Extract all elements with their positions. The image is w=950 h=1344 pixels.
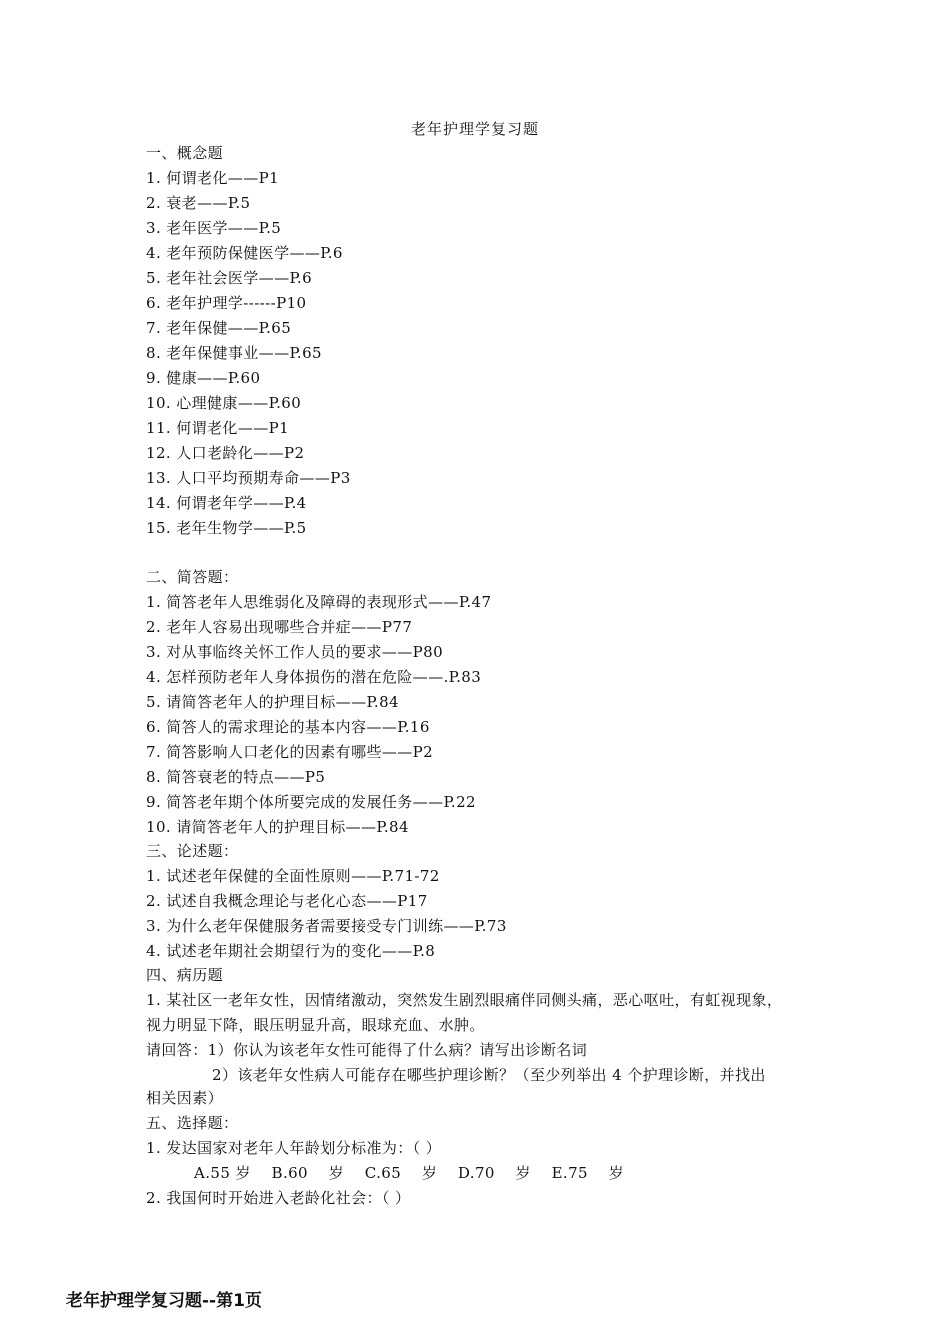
list-item: 2. 试述自我概念理论与老化心态——P17: [146, 892, 428, 910]
list-item: 8. 老年保健事业——P.65: [146, 344, 322, 362]
document-title: 老年护理学复习题: [410, 120, 539, 138]
list-item: 2. 衰老——P.5: [146, 194, 251, 212]
list-item: 14. 何谓老年学——P.4: [146, 494, 307, 512]
list-item: 1. 简答老年人思维弱化及障碍的表现形式——P.47: [146, 593, 492, 611]
section-heading-concepts: 一、概念题: [146, 144, 224, 162]
case-question: 2）该老年女性病人可能存在哪些护理诊断？（至少列举出 4 个护理诊断，并找出: [212, 1066, 766, 1084]
list-item: 1. 发达国家对老年人年龄划分标准为：（ ）: [146, 1139, 442, 1157]
list-item: 1. 试述老年保健的全面性原则——P.71-72: [146, 867, 440, 885]
list-item: 5. 老年社会医学——P.6: [146, 269, 313, 287]
list-item: 10. 心理健康——P.60: [146, 394, 302, 412]
list-item: 3. 老年医学——P.5: [146, 219, 282, 237]
list-item: 1. 何谓老化——P1: [146, 169, 280, 187]
section-heading-short-answer: 二、简答题：: [146, 568, 239, 586]
case-text: 1. 某社区一老年女性，因情绪激动，突然发生剧烈眼痛伴同侧头痛，恶心呕吐，有虹视现象，: [146, 991, 783, 1009]
list-item: 3. 对从事临终关怀工作人员的要求——P80: [146, 643, 444, 661]
list-item: 7. 简答影响人口老化的因素有哪些——P2: [146, 743, 434, 761]
list-item: 8. 简答衰老的特点——P5: [146, 768, 326, 786]
section-heading-essay: 三、论述题：: [146, 842, 239, 860]
list-item: 2. 我国何时开始进入老龄化社会：（ ）: [146, 1189, 411, 1207]
list-item: 7. 老年保健——P.65: [146, 319, 292, 337]
list-item: 9. 简答老年期个体所要完成的发展任务——P.22: [146, 793, 476, 811]
list-item: 9. 健康——P.60: [146, 369, 261, 387]
list-item: 10. 请简答老年人的护理目标——P.84: [146, 818, 409, 836]
list-item: 4. 老年预防保健医学——P.6: [146, 244, 343, 262]
case-question: 请回答：1）你认为该老年女性可能得了什么病？请写出诊断名词: [146, 1041, 588, 1059]
list-item: 11. 何谓老化——P1: [146, 419, 290, 437]
list-item: 3. 为什么老年保健服务者需要接受专门训练——P.73: [146, 917, 507, 935]
list-item: 12. 人口老龄化——P2: [146, 444, 305, 462]
list-item: 15. 老年生物学——P.5: [146, 519, 307, 537]
list-item: 4. 怎样预防老年人身体损伤的潜在危险——.P.83: [146, 668, 482, 686]
list-item: 4. 试述老年期社会期望行为的变化——P.8: [146, 942, 436, 960]
list-item: 2. 老年人容易出现哪些合并症——P77: [146, 618, 413, 636]
list-item: 13. 人口平均预期寿命——P3: [146, 469, 351, 487]
case-question: 相关因素）: [146, 1089, 224, 1107]
section-heading-multiple-choice: 五、选择题：: [146, 1114, 239, 1132]
section-heading-case: 四、病历题: [146, 966, 224, 984]
list-item: 6. 老年护理学------P10: [146, 294, 307, 312]
answer-options: A.55 岁 B.60 岁 C.65 岁 D.70 岁 E.75 岁: [194, 1164, 625, 1182]
page-footer: 老年护理学复习题--第1页: [66, 1291, 262, 1311]
list-item: 6. 简答人的需求理论的基本内容——P.16: [146, 718, 430, 736]
list-item: 5. 请简答老年人的护理目标——P.84: [146, 693, 399, 711]
case-text: 视力明显下降，眼压明显升高，眼球充血、水肿。: [146, 1016, 485, 1034]
